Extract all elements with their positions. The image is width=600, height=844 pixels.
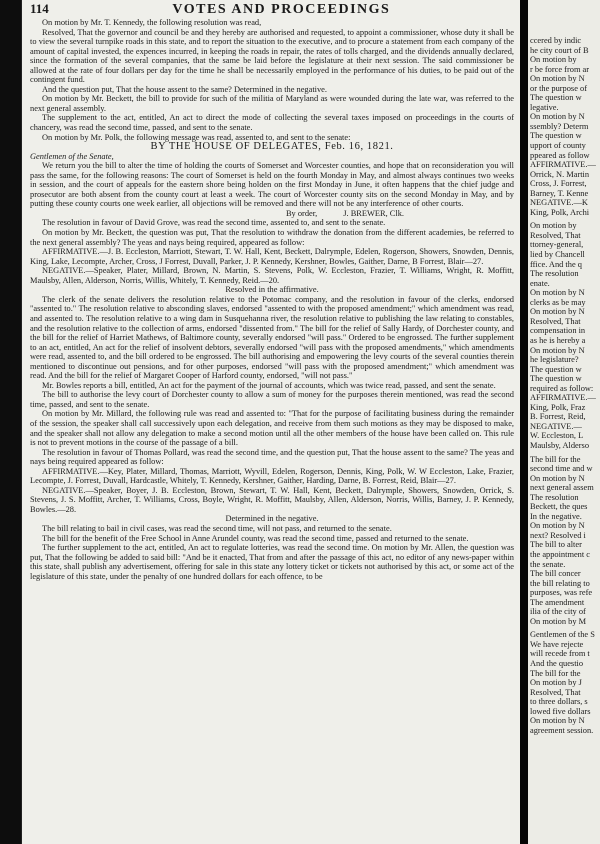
facing-page-line: the appointment c xyxy=(530,549,591,559)
facing-page-text xyxy=(530,36,600,735)
main-page xyxy=(22,0,520,844)
facing-page-line: The resolution xyxy=(530,492,579,502)
salutation: Gentlemen of the Senate, xyxy=(30,151,114,161)
facing-page-line: ilia of the city of xyxy=(530,607,586,617)
facing-page-line: lied by Chancell xyxy=(530,250,585,260)
facing-page-line: King, Polk, Fraz xyxy=(530,402,586,412)
facing-page-line: And the questio xyxy=(530,659,584,668)
vote-affirmative: AFFIRMATIVE.—J. B. Eccleston, Marriott, Stewart, T. W. Hall, Kent, Beckett, Dalrymple, Edelen, Rogerson, Showers, Snowden, Dennis, King, Lake, Lecompte, Archer, Cross, J Forrest, Duvall, Parker, J. P. Kennedy, Kershner, Bowles, Gaither, Darne, B Forrest, Blair—27. xyxy=(30,247,514,266)
paragraph: On motion by Mr. Beckett, the bill to provide for such of the militia of Maryland as were wounded during the late war, was referred to the next general assembly. xyxy=(30,94,514,113)
paragraph: And the question put, That the house assent to the same? Determined in the negative. xyxy=(42,84,327,94)
facing-page-line: r be force from ar xyxy=(530,64,590,74)
facing-page-line: he city court of B xyxy=(530,45,589,55)
facing-page-line: Resolved, That xyxy=(530,316,581,326)
facing-page-line: compensation in xyxy=(530,326,586,336)
facing-page-line: We have rejecte xyxy=(530,639,584,649)
paragraph: The resolution in favour of David Grove, was read the second time, assented to, and sent to the senate. xyxy=(42,218,386,228)
paragraph: The bill relating to bail in civil cases, was read the second time, will not pass, and returned to the senate. xyxy=(42,523,392,533)
facing-page-line: The amendment xyxy=(530,597,585,607)
facing-page-line: On motion by N xyxy=(530,74,585,84)
facing-page-line: as he is hereby a xyxy=(530,335,586,345)
facing-page-line: lowed five dollars xyxy=(530,706,591,716)
paragraph: The bill to authorise the levy court of Dorchester county to allow a sum of money for the purposes therein mentioned, was read the second time, passed, and sent to the senate. xyxy=(30,390,514,409)
facing-page-line: legative. xyxy=(530,102,559,112)
text-column xyxy=(30,2,514,581)
running-title: VOTES AND PROCEEDINGS xyxy=(172,2,391,17)
book-gutter xyxy=(520,0,528,844)
facing-page-line: The question w xyxy=(530,374,582,384)
facing-page-line: The bill for the xyxy=(530,454,581,464)
facing-page-line: will recede from t xyxy=(530,649,590,659)
facing-page-line: On motion by N xyxy=(530,716,585,726)
vote-result: Determined in the negative. xyxy=(225,514,319,524)
facing-page-line: purposes, was refe xyxy=(530,588,593,598)
facing-page-line: NEGATIVE.— xyxy=(530,421,582,431)
signature-by-order: By order, xyxy=(285,208,318,218)
paragraph: The bill for the benefit of the Free School in Anne Arundel county, was read the second time, passed and returned to the senate. xyxy=(42,533,469,543)
facing-page-line: On motion by M xyxy=(530,616,587,626)
paragraph: Mr. Bowles reports a bill, entitled, An act for the payment of the journal of accounts, which was twice read, passed, and sent the senate. xyxy=(42,380,496,390)
facing-page-line: Maulsby, Alderso xyxy=(530,440,590,450)
signature-line xyxy=(30,209,514,219)
page-header xyxy=(30,2,514,16)
facing-page-line: second time and w xyxy=(530,464,593,474)
paragraph: On motion by Mr. Millard, the following rule was read and assented to: "That for the purpose of facilitating business during the remainder of the session, the speaker shall call successively upon each delegation, and receive from them such motions as they may be disposed to make, and the speaker shall not allow any delegation to make a second motion until all the other members of the house have been called on. This rule is not to prevent motions in the course of the passage of a bill. xyxy=(30,409,514,448)
facing-page-line: ssembly? Determ xyxy=(530,121,589,131)
vote-negative: NEGATIVE.—Speaker, Boyer, J. B. Eccleston, Brown, Stewart, T. W. Hall, Kent, Beckett, Dalrymple, Showers, Snowden, Orrick, S. Stevens, J. S. Moffitt, Archer, T. Williams, Cross, Boyle, Wright, R. Moffitt, Maulsby, Allen, Alderson, Norris, Willis, Barney, J. P. Kennedy, Bowles.—28. xyxy=(30,485,514,514)
facing-page-line: required as follow: xyxy=(530,383,594,393)
signature-name: J. BREWER, Clk. xyxy=(343,208,404,218)
facing-page-line: B. Forrest, Reid, xyxy=(530,412,586,422)
facing-page-line: Gentlemen of the S xyxy=(530,630,595,640)
facing-page-line: to three dollars, s xyxy=(530,697,588,707)
facing-page-line: On motion by N xyxy=(530,307,585,317)
facing-page-line: or the purpose of xyxy=(530,83,587,93)
facing-page-line: On motion by J xyxy=(530,678,582,688)
paragraph: The clerk of the senate delivers the resolution relative to the Potomac company, and the resolution in favour of the clerks, endorsed "assented to." The resolution relative to absconding slaves, endorsed "assented to with the proposed amendment;" which amendment was read, and assented to. The resolution relative to a wing dam in Susquehanna river, the resolution relative to publishing the law relating to constables, and the resolution relative to the collection of arms, endorsed "dissented from." The bill for the relief of Sally Hardy, of Dorchester county, and the bill for the relief of Harriet Mathews, of Baltimore county, severally endorsed "will pass." Ordered to be engrossed. The further supplement to an act, entitled, An act for the relief of insolvent debtors, severally endorsed "will pass with the proposed amendments," which amendments were read, assented to, and the bill ordered to be engrossed. The bill authorising and empowering the levy courts of the several counties therein mentioned to discontinue out pensions, and for other purposes, endorsed "will pass with the proposed amendment;" which amendment was read. And the bill for the relief of Margaret Cooper of Harford county, endorsed, "will not pass." xyxy=(30,294,514,381)
facing-page-line: On motion by N xyxy=(530,345,585,355)
message-heading: BY THE HOUSE OF DELEGATES, Feb. 16, 1821. xyxy=(150,141,394,153)
facing-page-line: AFFIRMATIVE.— xyxy=(530,393,596,403)
facing-page-line: Resolved, That xyxy=(530,687,581,697)
facing-page-line: Barney, T. Kenne xyxy=(530,188,589,198)
facing-page-line: ttorney-general, xyxy=(530,240,584,250)
facing-page-line: next general assem xyxy=(530,483,594,493)
facing-page-line: King, Polk, Archi xyxy=(530,207,590,217)
page-number: 114 xyxy=(30,1,49,16)
facing-page xyxy=(528,0,600,844)
paragraph: On motion by Mr. Beckett, the question was put, That the resolution to withdraw the donation from the different academies, be referred to the next general assembly? The yeas and nays being required, appeared as follow: xyxy=(30,228,514,247)
facing-page-line: upport of county xyxy=(530,141,586,151)
facing-page-line: The bill concer xyxy=(530,569,581,579)
facing-page-line: clerks as be may xyxy=(530,297,586,307)
paragraph: The further supplement to the act, entitled, An act to regulate lotteries, was read the second time. On motion by Mr. Allen, the question was put, That the following be added to said bill: "And be it enacted, That from and after the passage of this act, no editor of any news-paper within this state, shall publish any advertisement, offering for sale in this state any lottery ticket or tickets not authorised by this act, or some act of the legislature of this state, under the penalty of one hundred dollars for each offence, to be xyxy=(30,543,514,581)
facing-page-line: NEGATIVE.—K xyxy=(530,198,588,208)
facing-page-line: AFFIRMATIVE.— xyxy=(530,160,596,170)
facing-page-line: The question w xyxy=(530,364,582,374)
facing-page-line: ppeared as follow xyxy=(530,150,590,160)
paragraph: On motion by Mr. T. Kennedy, the following resolution was read, xyxy=(42,18,262,27)
facing-page-line: the senate. xyxy=(530,559,566,569)
vote-negative: NEGATIVE.—Speaker, Plater, Millard, Brown, N. Martin, S. Stevens, Polk, W. Eccleston, Frazier, T. Williams, Wright, R. Moffitt, Maulsby, Allen, Alderson, Norris, Willis, Whitely, T. Kennedy, Reid.—20. xyxy=(30,266,514,285)
facing-page-line: The question w xyxy=(530,131,582,141)
facing-page-line: On motion by N xyxy=(530,473,585,483)
vote-affirmative: AFFIRMATIVE.—Key, Plater, Millard, Thomas, Marriott, Wyvill, Edelen, Rogerson, Dennis, King, Polk, W. W Eccleston, Lake, Frazier, Lecompte, J. Forrest, Duvall, Hardcastle, Whitely, T. Kennedy, Kershner, Gaither, Harding, Darne, B. Forrest, Reid, Blair—27. xyxy=(30,466,514,486)
paragraph: The resolution in favour of Thomas Pollard, was read the second time, and the question put, That the house assent to the same? The yeas and nays being required appeared as follow: xyxy=(30,447,514,467)
facing-page-line: Orrick, N. Martin xyxy=(530,169,590,179)
paragraph: The supplement to the act, entitled, An act to direct the mode of collecting the several taxes imposed on proceedings in the courts of chancery, was read the second time, passed, and sent to the senate. xyxy=(30,113,514,133)
facing-page-line: W. Eccleston, L xyxy=(530,431,584,441)
facing-page-line: In the negative. xyxy=(530,511,582,521)
facing-page-line: agreement session. xyxy=(530,725,594,735)
facing-page-line: enate. xyxy=(530,278,550,288)
facing-page-line: The bill to alter xyxy=(530,540,582,550)
facing-page-line: The resolution xyxy=(530,269,579,279)
facing-page-line: On motion by xyxy=(530,55,577,65)
facing-page-line: Beckett, the ques xyxy=(530,502,588,512)
facing-page-line: On motion by N xyxy=(530,521,585,531)
vote-result: Resolved in the affirmative. xyxy=(225,285,319,295)
facing-page-line: On motion by N xyxy=(530,288,585,298)
facing-page-line: Resolved, That xyxy=(530,230,581,240)
facing-page-line: Cross, J. Forrest, xyxy=(530,179,587,189)
facing-page-line: next? Resolved i xyxy=(530,530,586,540)
facing-page-line: he legislature? xyxy=(530,355,579,365)
facing-page-line: ccered by indic xyxy=(530,36,582,45)
paragraph: Resolved, That the governor and council be and they hereby are authorised and requested, to appoint a commissioner, whose duty it shall be to view the several turnpike roads in this state, and to report the situation to the executive, and to procure a statement from each company of the amount of capital invested, the expences incurred, in keeping the roads in repair, the rates of tolls charged, and the dividends annually declared, since the formation of the several companies, that the same be laid before the legislature at their next session. The said commissioner be allowed at the rate of four dollars per day for the time he shall be necessarily employed in the performance of his duties, to be paid out of the contingent fund. xyxy=(30,27,514,85)
facing-page-line: The question w xyxy=(530,93,582,103)
paragraph: We return you the bill to alter the time of holding the courts of Somerset and Worcester counties, and hope that on reconsideration you will pass the same, for the following reasons: The court of Somerset is held on the fourth Monday in May, and almost always continues two weeks in session, and the court of appeals for the eastern shore being holden on the first Monday in June, it often happens that the chief judge and prosecutor are both absent from the county court at least a week. The court of Worcester county sits on the second Monday in May, and by putting these county courts one week earlier, all objections will be removed and there will not be any interference of other courts. xyxy=(30,161,514,209)
facing-page-line: The bill for the xyxy=(530,668,581,678)
facing-page-line: the bill relating to xyxy=(530,578,590,588)
facing-page-line: ffice. And the q xyxy=(530,259,582,269)
facing-page-line: On motion by N xyxy=(530,112,585,122)
facing-page-line: On motion by xyxy=(530,221,577,231)
paragraph: On motion by Mr. Polk, the following message was read, assented to, and sent to the senate: xyxy=(42,132,351,142)
